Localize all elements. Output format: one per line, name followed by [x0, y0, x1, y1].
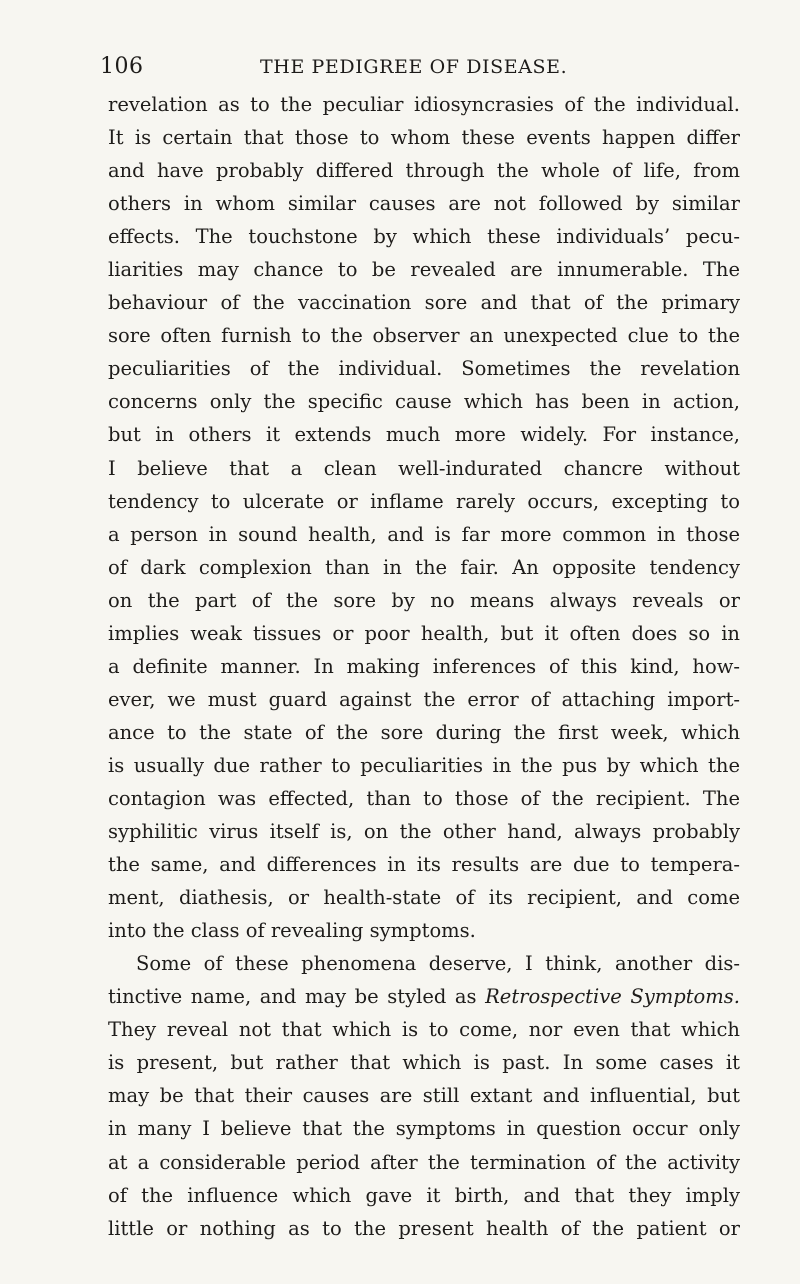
text-line: sore often furnish to the observer an unexpected clue to the [108, 324, 740, 348]
text-line: and have probably differed through the whole of life, from [108, 159, 740, 183]
text-line: ever, we must guard against the error of attaching import- [108, 687, 740, 711]
text-line [108, 980, 740, 1013]
text-line: in many I believe that the symptoms in question occur only [108, 1117, 740, 1141]
text-line: others in whom similar causes are not followed by similar [108, 192, 740, 216]
text-line: a definite manner. In making inferences of this kind, how- [108, 654, 740, 678]
text-line: the same, and differences in its results are due to tempera- [108, 853, 740, 877]
text-line: liarities may chance to be revealed are innumerable. The [108, 258, 740, 282]
text-line: It is certain that those to whom these events happen differ [108, 126, 740, 150]
paragraph-2 [108, 947, 740, 1244]
body-text [108, 88, 740, 1245]
text-line: ment, diathesis, or health-state of its recipient, and come [108, 886, 740, 910]
text-line: contagion was effected, than to those of the recipient. The [108, 786, 740, 810]
running-title: THE PEDIGREE OF DISEASE. [260, 56, 568, 78]
text-line: effects. The touchstone by which these individuals’ pecu- [108, 225, 740, 249]
text-line: of the influence which gave it birth, and that they imply [108, 1183, 740, 1207]
text-line: concerns only the specific cause which has been in action, [108, 390, 740, 414]
text-line: behaviour of the vaccination sore and that of the primary [108, 291, 740, 315]
text-line: syphilitic virus itself is, on the other hand, always probably [108, 820, 740, 844]
text-line: little or nothing as to the present health of the patient or [108, 1216, 740, 1240]
text-line: is usually due rather to peculiarities in the pus by which the [108, 753, 740, 777]
text-line: Some of these phenomena deserve, I think, another dis- [136, 952, 740, 976]
paragraph-1 [108, 88, 740, 947]
text-segment: tinctive name, and may be styled as [108, 985, 486, 1009]
text-line: They reveal not that which is to come, nor even that which [108, 1018, 740, 1042]
text-line: at a considerable period after the termination of the activity [108, 1150, 740, 1174]
text-line: implies weak tissues or poor health, but it often does so in [108, 621, 740, 645]
text-line: ance to the state of the sore during the first week, which [108, 720, 740, 744]
italic-term: Retrospective Symptoms. [485, 985, 740, 1009]
text-line: tendency to ulcerate or inflame rarely occurs, excepting to [108, 489, 740, 513]
text-line: but in others it extends much more widely. For instance, [108, 423, 740, 447]
text-line: I believe that a clean well-indurated chancre without [108, 456, 740, 480]
running-head [100, 54, 736, 84]
text-line: may be that their causes are still extant and influential, but [108, 1084, 740, 1108]
text-line: is present, but rather that which is past. In some cases it [108, 1051, 740, 1075]
text-line: peculiarities of the individual. Sometimes the revelation [108, 357, 740, 381]
text-line: of dark complexion than in the fair. An opposite tendency [108, 555, 740, 579]
text-line: into the class of revealing symptoms. [108, 919, 476, 943]
page-number: 106 [100, 54, 144, 79]
text-line: a person in sound health, and is far more common in those [108, 522, 740, 546]
text-line: revelation as to the peculiar idiosyncrasies of the individual. [108, 93, 740, 116]
text-line: on the part of the sore by no means always reveals or [108, 588, 740, 612]
